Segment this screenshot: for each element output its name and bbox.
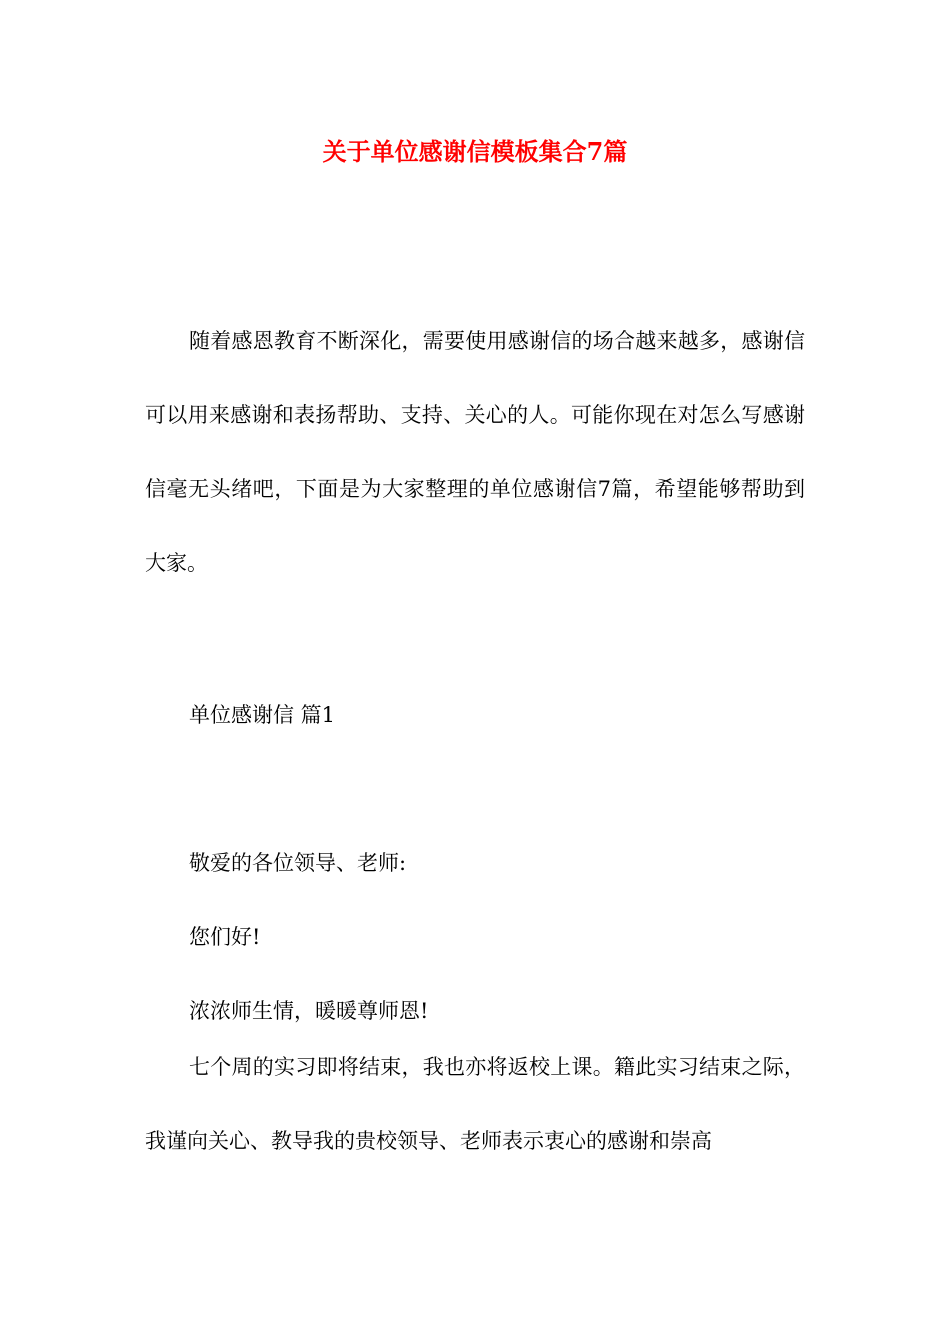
document-title: 关于单位感谢信模板集合7篇 [322, 137, 628, 166]
salutation-line: 敬爱的各位领导、老师: [189, 851, 407, 875]
body-paragraph: 七个周的实习即将结束，我也亦将返校上课。籍此实习结束之际，我谨向关心、教导我的贵校领导、老师表示衷心的感谢和崇高 [145, 1055, 805, 1153]
intro-paragraph: 随着感恩教育不断深化，需要使用感谢信的场合越来越多，感谢信可以用来感谢和表扬帮助、支持、关心的人。可能你现在对怎么写感谢信毫无头绪吧，下面是为大家整理的单位感谢信7篇，希望能够帮助到大家。 [145, 329, 805, 575]
opening-line: 浓浓师生情，暖暖尊师恩! [189, 999, 429, 1023]
section-heading: 单位感谢信 篇1 [189, 703, 336, 727]
greeting-line: 您们好! [189, 925, 261, 949]
